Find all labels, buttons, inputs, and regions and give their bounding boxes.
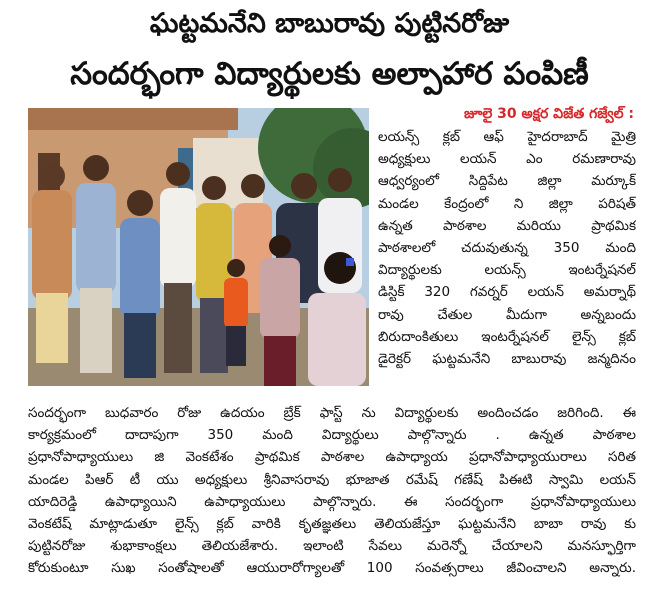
body-line: వెంకటేష్ మాట్లాడుతూ లైన్స్ క్లబ్ వారికి కృతజ్ఞతలు తెలియజేస్తూ ఘట్టమనేని బాబా రావు కు <box>28 516 636 533</box>
body-line: మండల పిఆర్ టీ యు అధ్యక్షులు శ్రీనివాసరావు భూజాత రమేష్ గణేష్ పిఈటి స్వామి లయన్ <box>28 471 636 488</box>
headline-line-1: ఘట్టమనేని బాబురావు పుట్టినరోజు <box>149 8 510 39</box>
article-full-width-text <box>28 402 636 580</box>
body-line: సందర్భంగా బుధవారం రోజు ఉదయం బ్రేక్ ఫాస్ట్ ను విద్యార్థులకు అందించడం జరిగింది. ఈ <box>28 405 636 421</box>
body-line: కార్యక్రమంలో దాదాపుగా 350 మంది విద్యార్థులు పాల్గొన్నారు . ఉన్నత పాఠశాల <box>28 427 636 444</box>
body-line: యాదిరెడ్డి ఉపాధ్యాయిని ఉపాధ్యాయులు పాల్గొన్నారు. ఈ సందర్భంగా ప్రధానోపాధ్యాయులు <box>28 493 636 510</box>
body-line: కోరుకుంటూ సుఖ సంతోషాలతో ఆయురారోగ్యాలతో 100 సంవత్సరాలు జీవించాలని అన్నారు. <box>28 560 636 577</box>
article-column-text <box>378 126 636 370</box>
column-line: డిస్టిక్ 320 గవర్నర్ లయన్ అమర్నాథ్ <box>378 284 636 301</box>
body-line: ప్రధానోపాధ్యాయులు జి వెంకటేశం ప్రాథమిక పాఠశాల ఉపాధ్యాయ ప్రధానోపాధ్యాయురాలు సరిత <box>28 449 636 466</box>
column-line: లయన్స్ క్లబ్ ఆఫ్ హైదరాబాద్ మైత్రి <box>378 129 636 145</box>
column-line: మండల కేంద్రంలో ని జిల్లా పరిషత్ <box>378 195 636 212</box>
column-line: డైరెక్టర్ ఘట్టమనేని బాబురావు జన్మదినం <box>378 351 636 368</box>
column-line: విద్యార్థులకు లయన్స్ ఇంటర్నేషనల్ <box>378 262 636 279</box>
column-line: పాఠశాలలో చదువుతున్న 350 మంది <box>378 240 636 257</box>
column-line: బిరుదాంకితులు ఇంటర్నేషనల్ లైన్స్ క్లబ్ <box>378 328 636 345</box>
column-line: ఉన్నత పాఠశాల మరియు ప్రాథమిక <box>378 217 636 234</box>
headline-line-2: సందర్భంగా విద్యార్థులకు అల్పాహార పంపిణీ <box>70 56 589 92</box>
column-line: ఆధ్వర్యంలో సిద్దిపేట జిల్లా మర్కూక్ <box>378 173 636 190</box>
dateline: జూలై 30 అక్షర విజేత గజ్వేల్ : <box>463 106 634 122</box>
column-line: రావు చేతుల మీదుగా అన్నబందు <box>378 306 636 323</box>
body-line: పుట్టినరోజు శుభాకాంక్షలు తెలియజేశారు. ఇలాంటి సేవలు మరెన్నో చేయాలని మనస్ఫూర్తిగా <box>28 538 636 555</box>
column-line: అధ్యక్షులు లయన్ ఎం రమణారావు <box>378 151 636 168</box>
news-photo <box>28 108 369 386</box>
